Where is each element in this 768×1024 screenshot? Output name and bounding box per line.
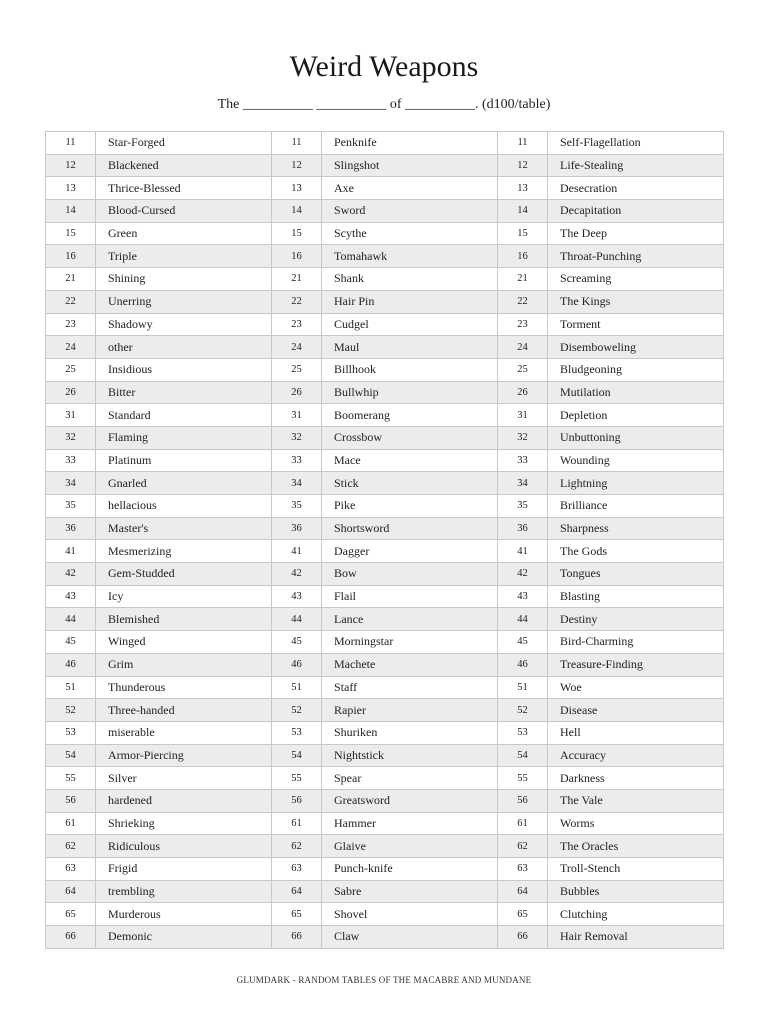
roll-number: 25	[272, 359, 322, 381]
weapon-cell: Flail	[322, 586, 498, 608]
roll-number: 53	[46, 722, 96, 744]
adjective-cell: Thunderous	[96, 677, 272, 699]
adjective-cell: miserable	[96, 722, 272, 744]
roll-number: 24	[46, 336, 96, 358]
roll-number: 54	[272, 745, 322, 767]
effect-cell: Accuracy	[548, 745, 724, 767]
weapon-cell: Shovel	[322, 903, 498, 925]
roll-number: 44	[46, 608, 96, 630]
roll-number: 46	[272, 654, 322, 676]
effect-cell: Desecration	[548, 177, 724, 199]
adjective-cell: Armor-Piercing	[96, 745, 272, 767]
effect-cell: Darkness	[548, 767, 724, 789]
effect-cell: Woe	[548, 677, 724, 699]
roll-number: 42	[272, 563, 322, 585]
roll-number: 52	[46, 699, 96, 721]
weapon-cell: Bullwhip	[322, 382, 498, 404]
roll-number: 66	[498, 926, 548, 948]
roll-number: 31	[46, 404, 96, 426]
adjective-cell: other	[96, 336, 272, 358]
table-row	[46, 586, 724, 609]
adjective-cell: hellacious	[96, 495, 272, 517]
table-row	[46, 200, 724, 223]
adjective-cell: Murderous	[96, 903, 272, 925]
effect-cell: Destiny	[548, 608, 724, 630]
roll-number: 36	[498, 518, 548, 540]
effect-cell: Torment	[548, 314, 724, 336]
roll-number: 41	[46, 540, 96, 562]
table-row	[46, 155, 724, 178]
roll-number: 26	[46, 382, 96, 404]
roll-number: 34	[498, 472, 548, 494]
roll-number: 45	[46, 631, 96, 653]
roll-number: 54	[498, 745, 548, 767]
adjective-cell: Star-Forged	[96, 132, 272, 154]
weapon-cell: Punch-knife	[322, 858, 498, 880]
roll-number: 41	[498, 540, 548, 562]
weapon-cell: Shortsword	[322, 518, 498, 540]
roll-number: 66	[46, 926, 96, 948]
table-row	[46, 835, 724, 858]
adjective-cell: Shining	[96, 268, 272, 290]
table-row	[46, 767, 724, 790]
roll-number: 53	[498, 722, 548, 744]
adjective-cell: Blemished	[96, 608, 272, 630]
adjective-cell: Gnarled	[96, 472, 272, 494]
effect-cell: Wounding	[548, 450, 724, 472]
roll-number: 16	[272, 245, 322, 267]
roll-number: 13	[46, 177, 96, 199]
roll-number: 62	[46, 835, 96, 857]
page-title: Weird Weapons	[289, 50, 479, 83]
effect-cell: Troll-Stench	[548, 858, 724, 880]
adjective-cell: trembling	[96, 881, 272, 903]
adjective-cell: hardened	[96, 790, 272, 812]
table-row	[46, 926, 724, 949]
roll-number: 23	[46, 314, 96, 336]
weapon-cell: Machete	[322, 654, 498, 676]
adjective-cell: Standard	[96, 404, 272, 426]
roll-number: 44	[272, 608, 322, 630]
table-row	[46, 745, 724, 768]
weapon-cell: Slingshot	[322, 155, 498, 177]
table-row	[46, 223, 724, 246]
roll-number: 54	[46, 745, 96, 767]
effect-cell: Hell	[548, 722, 724, 744]
roll-number: 65	[272, 903, 322, 925]
weapon-cell: Claw	[322, 926, 498, 948]
adjective-cell: Blackened	[96, 155, 272, 177]
table-row	[46, 472, 724, 495]
roll-number: 43	[498, 586, 548, 608]
roll-number: 64	[272, 881, 322, 903]
adjective-cell: Grim	[96, 654, 272, 676]
roll-number: 62	[498, 835, 548, 857]
adjective-cell: Frigid	[96, 858, 272, 880]
weapon-cell: Penknife	[322, 132, 498, 154]
roll-number: 14	[272, 200, 322, 222]
adjective-cell: Triple	[96, 245, 272, 267]
weapon-cell: Greatsword	[322, 790, 498, 812]
adjective-cell: Thrice-Blessed	[96, 177, 272, 199]
roll-number: 51	[498, 677, 548, 699]
roll-number: 61	[272, 813, 322, 835]
weapon-cell: Tomahawk	[322, 245, 498, 267]
table-row	[46, 404, 724, 427]
weapon-table	[45, 131, 724, 949]
weapon-cell: Lance	[322, 608, 498, 630]
adjective-cell: Blood-Cursed	[96, 200, 272, 222]
roll-number: 16	[46, 245, 96, 267]
weapon-cell: Maul	[322, 336, 498, 358]
roll-number: 64	[46, 881, 96, 903]
weapon-cell: Pike	[322, 495, 498, 517]
effect-cell: Bubbles	[548, 881, 724, 903]
weapon-cell: Hammer	[322, 813, 498, 835]
roll-number: 65	[46, 903, 96, 925]
table-row	[46, 382, 724, 405]
roll-number: 22	[498, 291, 548, 313]
effect-cell: Decapitation	[548, 200, 724, 222]
roll-number: 23	[498, 314, 548, 336]
weapon-cell: Hair Pin	[322, 291, 498, 313]
roll-number: 13	[498, 177, 548, 199]
weapon-cell: Rapier	[322, 699, 498, 721]
effect-cell: Hair Removal	[548, 926, 724, 948]
weapon-cell: Sword	[322, 200, 498, 222]
roll-number: 22	[46, 291, 96, 313]
table-row	[46, 495, 724, 518]
table-row	[46, 903, 724, 926]
roll-number: 15	[46, 223, 96, 245]
roll-number: 63	[498, 858, 548, 880]
weapon-cell: Staff	[322, 677, 498, 699]
effect-cell: Brilliance	[548, 495, 724, 517]
effect-cell: The Vale	[548, 790, 724, 812]
weapon-cell: Stick	[322, 472, 498, 494]
table-row	[46, 699, 724, 722]
weapon-cell: Spear	[322, 767, 498, 789]
roll-number: 25	[498, 359, 548, 381]
roll-number: 13	[272, 177, 322, 199]
roll-number: 55	[272, 767, 322, 789]
effect-cell: The Deep	[548, 223, 724, 245]
table-row	[46, 540, 724, 563]
weapon-cell: Cudgel	[322, 314, 498, 336]
table-row	[46, 314, 724, 337]
table-row	[46, 132, 724, 155]
weapon-cell: Shank	[322, 268, 498, 290]
roll-number: 44	[498, 608, 548, 630]
table-row	[46, 881, 724, 904]
roll-number: 33	[272, 450, 322, 472]
roll-number: 61	[498, 813, 548, 835]
table-row	[46, 450, 724, 473]
roll-number: 23	[272, 314, 322, 336]
effect-cell: Bludgeoning	[548, 359, 724, 381]
table-row	[46, 268, 724, 291]
effect-cell: Lightning	[548, 472, 724, 494]
table-row	[46, 608, 724, 631]
weapon-cell: Scythe	[322, 223, 498, 245]
roll-number: 11	[498, 132, 548, 154]
weapon-cell: Shuriken	[322, 722, 498, 744]
weapon-cell: Nightstick	[322, 745, 498, 767]
weapon-cell: Mace	[322, 450, 498, 472]
effect-cell: Screaming	[548, 268, 724, 290]
weapon-cell: Bow	[322, 563, 498, 585]
adjective-cell: Master's	[96, 518, 272, 540]
roll-number: 14	[498, 200, 548, 222]
roll-number: 52	[498, 699, 548, 721]
roll-number: 12	[272, 155, 322, 177]
effect-cell: Treasure-Finding	[548, 654, 724, 676]
roll-number: 34	[272, 472, 322, 494]
roll-number: 65	[498, 903, 548, 925]
weapon-cell: Morningstar	[322, 631, 498, 653]
table-row	[46, 291, 724, 314]
roll-number: 11	[272, 132, 322, 154]
effect-cell: The Gods	[548, 540, 724, 562]
roll-number: 56	[498, 790, 548, 812]
adjective-cell: Shrieking	[96, 813, 272, 835]
table-row	[46, 563, 724, 586]
roll-number: 36	[46, 518, 96, 540]
weapon-cell: Crossbow	[322, 427, 498, 449]
effect-cell: Mutilation	[548, 382, 724, 404]
roll-number: 46	[46, 654, 96, 676]
roll-number: 56	[46, 790, 96, 812]
table-row	[46, 722, 724, 745]
roll-number: 33	[498, 450, 548, 472]
adjective-cell: Flaming	[96, 427, 272, 449]
adjective-cell: Three-handed	[96, 699, 272, 721]
roll-number: 45	[272, 631, 322, 653]
roll-number: 35	[46, 495, 96, 517]
roll-number: 41	[272, 540, 322, 562]
table-row	[46, 359, 724, 382]
roll-number: 33	[46, 450, 96, 472]
adjective-cell: Gem-Studded	[96, 563, 272, 585]
roll-number: 43	[272, 586, 322, 608]
roll-number: 55	[46, 767, 96, 789]
weapon-cell: Glaive	[322, 835, 498, 857]
roll-number: 45	[498, 631, 548, 653]
table-row	[46, 518, 724, 541]
roll-number: 62	[272, 835, 322, 857]
roll-number: 12	[46, 155, 96, 177]
adjective-cell: Insidious	[96, 359, 272, 381]
effect-cell: Disemboweling	[548, 336, 724, 358]
roll-number: 15	[272, 223, 322, 245]
roll-number: 26	[272, 382, 322, 404]
adjective-cell: Shadowy	[96, 314, 272, 336]
roll-number: 42	[498, 563, 548, 585]
roll-number: 36	[272, 518, 322, 540]
adjective-cell: Silver	[96, 767, 272, 789]
adjective-cell: Green	[96, 223, 272, 245]
page-subtitle: The __________ __________ of __________. (d100/table)	[217, 97, 551, 112]
roll-number: 51	[272, 677, 322, 699]
roll-number: 52	[272, 699, 322, 721]
table-row	[46, 177, 724, 200]
roll-number: 25	[46, 359, 96, 381]
table-row	[46, 790, 724, 813]
roll-number: 43	[46, 586, 96, 608]
roll-number: 56	[272, 790, 322, 812]
adjective-cell: Unerring	[96, 291, 272, 313]
table-row	[46, 631, 724, 654]
roll-number: 11	[46, 132, 96, 154]
roll-number: 31	[272, 404, 322, 426]
roll-number: 63	[46, 858, 96, 880]
roll-number: 32	[46, 427, 96, 449]
effect-cell: Worms	[548, 813, 724, 835]
adjective-cell: Mesmerizing	[96, 540, 272, 562]
table-row	[46, 427, 724, 450]
roll-number: 55	[498, 767, 548, 789]
roll-number: 12	[498, 155, 548, 177]
roll-number: 53	[272, 722, 322, 744]
roll-number: 64	[498, 881, 548, 903]
table-row	[46, 654, 724, 677]
adjective-cell: Demonic	[96, 926, 272, 948]
page-footer: GLUMDARK - RANDOM TABLES OF THE MACABRE AND MUNDANE	[236, 975, 532, 985]
effect-cell: Unbuttoning	[548, 427, 724, 449]
roll-number: 34	[46, 472, 96, 494]
table-row	[46, 245, 724, 268]
weapon-cell: Sabre	[322, 881, 498, 903]
roll-number: 61	[46, 813, 96, 835]
roll-number: 63	[272, 858, 322, 880]
table-row	[46, 677, 724, 700]
roll-number: 32	[498, 427, 548, 449]
roll-number: 22	[272, 291, 322, 313]
effect-cell: Disease	[548, 699, 724, 721]
effect-cell: Throat-Punching	[548, 245, 724, 267]
effect-cell: The Oracles	[548, 835, 724, 857]
roll-number: 31	[498, 404, 548, 426]
roll-number: 24	[498, 336, 548, 358]
effect-cell: Sharpness	[548, 518, 724, 540]
effect-cell: Life-Stealing	[548, 155, 724, 177]
table-row	[46, 858, 724, 881]
roll-number: 46	[498, 654, 548, 676]
roll-number: 26	[498, 382, 548, 404]
roll-number: 32	[272, 427, 322, 449]
roll-number: 16	[498, 245, 548, 267]
roll-number: 21	[46, 268, 96, 290]
roll-number: 21	[498, 268, 548, 290]
weapon-cell: Dagger	[322, 540, 498, 562]
roll-number: 35	[272, 495, 322, 517]
roll-number: 66	[272, 926, 322, 948]
roll-number: 24	[272, 336, 322, 358]
table-row	[46, 336, 724, 359]
roll-number: 14	[46, 200, 96, 222]
effect-cell: Depletion	[548, 404, 724, 426]
effect-cell: Blasting	[548, 586, 724, 608]
weapon-cell: Billhook	[322, 359, 498, 381]
effect-cell: Tongues	[548, 563, 724, 585]
roll-number: 15	[498, 223, 548, 245]
adjective-cell: Bitter	[96, 382, 272, 404]
adjective-cell: Ridiculous	[96, 835, 272, 857]
table-row	[46, 813, 724, 836]
roll-number: 42	[46, 563, 96, 585]
adjective-cell: Platinum	[96, 450, 272, 472]
effect-cell: Self-Flagellation	[548, 132, 724, 154]
effect-cell: Bird-Charming	[548, 631, 724, 653]
adjective-cell: Winged	[96, 631, 272, 653]
effect-cell: The Kings	[548, 291, 724, 313]
effect-cell: Clutching	[548, 903, 724, 925]
weapon-cell: Boomerang	[322, 404, 498, 426]
weapon-cell: Axe	[322, 177, 498, 199]
roll-number: 35	[498, 495, 548, 517]
roll-number: 21	[272, 268, 322, 290]
roll-number: 51	[46, 677, 96, 699]
adjective-cell: Icy	[96, 586, 272, 608]
